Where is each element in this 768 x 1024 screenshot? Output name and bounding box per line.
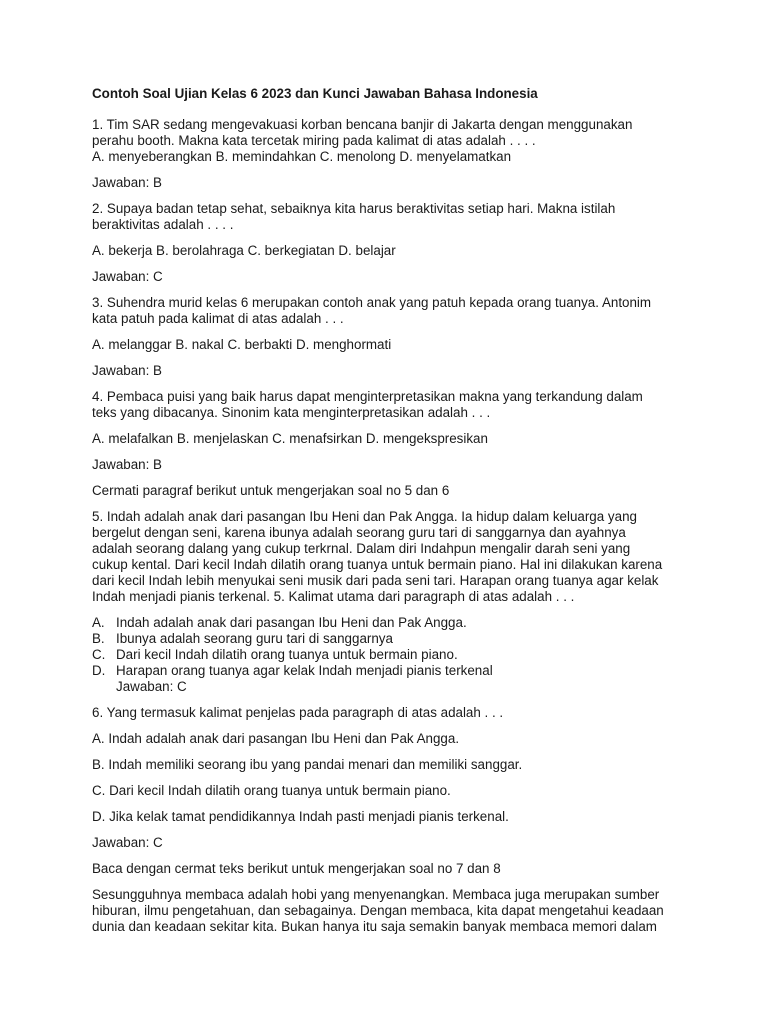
instruction-5-6: Cermati paragraf berikut untuk mengerjakan soal no 5 dan 6 [92,483,450,498]
option-6a: A. Indah adalah anak dari pasangan Ibu Heni dan Pak Angga. [92,731,460,746]
list-item [92,647,682,663]
passage-7-8: Sesungguhnya membaca adalah hobi yang menyenangkan. Membaca juga merupakan sumber hiburan, ilmu pengetahuan, dan sebagainya. Dengan membaca, kita dapat mengetahui keadaan dunia dan keadaan sekitar kita. Bukan hanya itu saja semakin banyak membaca memori dalam [92,887,664,934]
question-3: 3. Suhendra murid kelas 6 merupakan contoh anak yang patuh kepada orang tuanya. Antonim kata patuh pada kalimat di atas adalah . . . [92,295,652,326]
option-text: Indah adalah anak dari pasangan Ibu Heni dan Pak Angga. [116,615,467,630]
answer-4: Jawaban: B [92,457,162,472]
options-5 [92,615,682,679]
page-title: Contoh Soal Ujian Kelas 6 2023 dan Kunci Jawaban Bahasa Indonesia [92,86,538,101]
option-letter: D. [92,663,106,678]
option-6d: D. Jika kelak tamat pendidikannya Indah pasti menjadi pianis terkenal. [92,809,509,824]
option-6c: C. Dari kecil Indah dilatih orang tuanya untuk bermain piano. [92,783,451,798]
options-4: A. melafalkan B. menjelaskan C. menafsirkan D. mengekspresikan [92,431,488,446]
option-text: Harapan orang tuanya agar kelak Indah menjadi pianis terkenal [116,663,493,678]
option-text: Dari kecil Indah dilatih orang tuanya untuk bermain piano. [116,647,458,662]
list-item [92,663,682,679]
option-letter: B. [92,631,105,646]
options-2: A. bekerja B. berolahraga C. berkegiatan D. belajar [92,243,396,258]
list-item [92,615,682,631]
question-4: 4. Pembaca puisi yang baik harus dapat menginterpretasikan makna yang terkandung dalam teks yang dibacanya. Sinonim kata menginterpretasikan adalah . . . [92,389,643,420]
document-body [92,86,682,945]
option-letter: C. [92,647,106,662]
options-3: A. melanggar B. nakal C. berbakti D. menghormati [92,337,392,352]
answer-2: Jawaban: C [92,269,163,284]
question-1: 1. Tim SAR sedang mengevakuasi korban bencana banjir di Jakarta dengan menggunakan perahu booth. Makna kata tercetak miring pada kalimat di atas adalah . . . . A. menyeberangkan B. memindahkan C. menolong D. menyelamatkan [92,117,633,164]
answer-3: Jawaban: B [92,363,162,378]
question-2: 2. Supaya badan tetap sehat, sebaiknya kita harus beraktivitas setiap hari. Makna istilah beraktivitas adalah . . . . [92,201,616,232]
list-item [92,631,682,647]
question-5-passage: 5. Indah adalah anak dari pasangan Ibu Heni dan Pak Angga. Ia hidup dalam keluarga yang bergelut dengan seni, karena ibunya adalah seorang guru tari di sanggarnya dan ayahnya adalah seorang dalang yang cukup terkrnal. Dalam diri Indahpun mengalir darah seni yang cukup kental. Dari kecil Indah dilatih orang tuanya untuk bermain piano. Hal ini dilakukan karena dari kecil Indah lebih menyukai seni musik dari pada seni tari. Harapan orang tuanya agar kelak Indah menjadi pianis terkenal. 5. Kalimat utama dari paragraph di atas adalah . . . [92,509,663,604]
answer-1: Jawaban: B [92,175,162,190]
answer-6: Jawaban: C [92,835,163,850]
answer-5: Jawaban: C [116,679,187,694]
option-6b: B. Indah memiliki seorang ibu yang pandai menari dan memiliki sanggar. [92,757,523,772]
instruction-7-8: Baca dengan cermat teks berikut untuk mengerjakan soal no 7 dan 8 [92,861,501,876]
question-6: 6. Yang termasuk kalimat penjelas pada paragraph di atas adalah . . . [92,705,504,720]
option-letter: A. [92,615,105,630]
option-text: Ibunya adalah seorang guru tari di sanggarnya [116,631,393,646]
